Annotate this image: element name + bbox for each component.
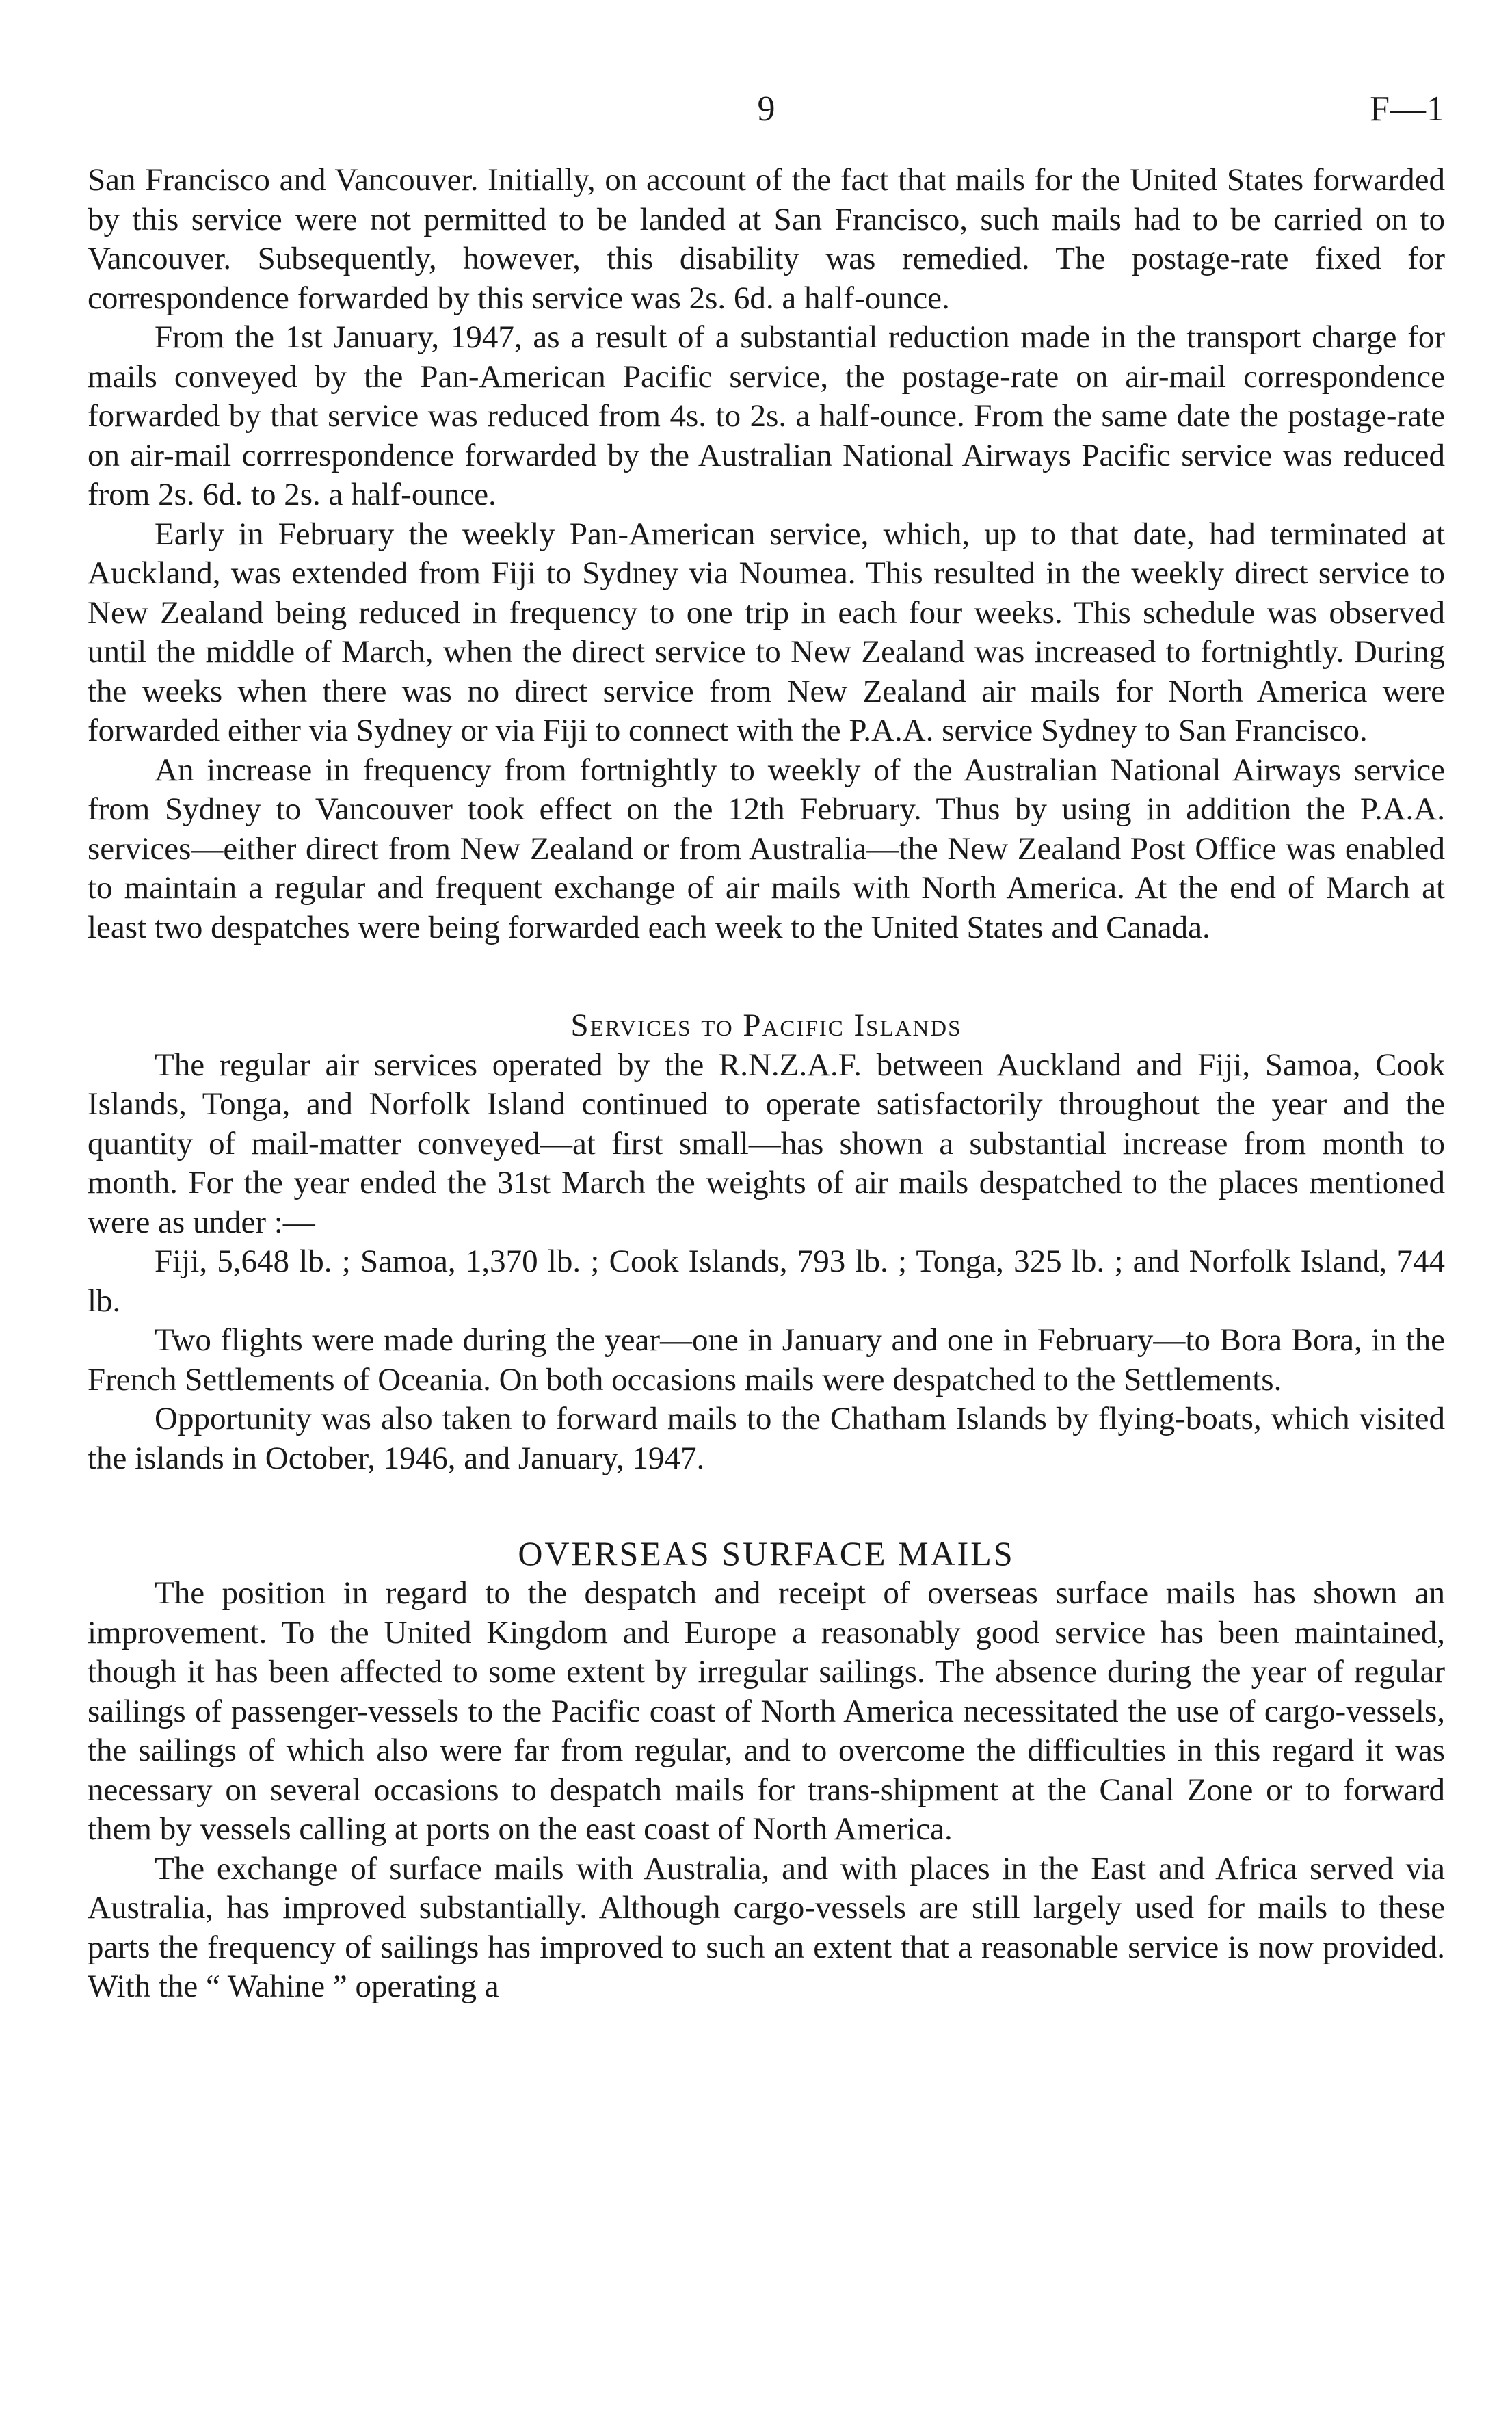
- page-body: [88, 161, 1445, 2007]
- paragraph-continued: San Francisco and Vancouver. Initially, on account of the fact that mails for the United States forwarded by this service were not permitted to be landed at San Francisco, such mails had to be carried on to Vancouver. Subsequently, however, this disability was remedied. The postage-rate fixed for correspondence forwarded by this service was 2s. 6d. a half-ounce.: [88, 162, 1445, 316]
- document-reference: F—1: [1370, 90, 1445, 129]
- paragraph-pan-american-extension: Early in February the weekly Pan-American service, which, up to that date, had terminated at Auckland, was extended from Fiji to Sydney via Noumea. This resulted in the weekly direct service to New Zealand being reduced in frequency to one trip in each four weeks. This schedule was observed until the middle of March, when the direct service to New Zealand was increased to fortnightly. During the weeks when there was no direct service from New Zealand air mails for North America were forwarded either via Sydney or via Fiji to connect with the P.A.A. service Sydney to San Francisco.: [88, 516, 1445, 748]
- paragraph-postage-rate-reduction: From the 1st January, 1947, as a result of a substantial reduction made in the transport charge for mails conveyed by the Pan-American Pacific service, the postage-rate on air-mail correspondence forwarded by that service was reduced from 4s. to 2s. a half-ounce. From the same date the postage-rate on air-mail corrrespondence forwarded by the Australian National Airways Pacific service was reduced from 2s. 6d. to 2s. a half-ounce.: [88, 319, 1445, 512]
- paragraph-rnzaf-services: The regular air services operated by the R.N.Z.A.F. between Auckland and Fiji, Samoa, Cook Islands, Tonga, and Norfolk Island continued to operate satisfactorily throughout the year and the quantity of mail-matter conveyed—at first small—has shown a substantial increase from month to month. For the year ended the 31st March the weights of air mails despatched to the places mentioned were as under :—: [88, 1047, 1445, 1240]
- page-number: 9: [757, 90, 775, 129]
- paragraph-chatham-islands: Opportunity was also taken to forward mails to the Chatham Islands by flying-boats, which visited the islands in October, 1946, and January, 1947.: [88, 1401, 1445, 1476]
- paragraph-australia-exchange: The exchange of surface mails with Australia, and with places in the East and Africa served via Australia, has improved substantially. Although cargo-vessels are still largely used for mails to these parts the frequency of sailings has improved to such an extent that a reasonable service is now provided. With the “ Wahine ” operating a: [88, 1850, 1445, 2004]
- page-header: [88, 82, 1445, 137]
- heading-overseas-surface-mails: OVERSEAS SURFACE MAILS: [518, 1534, 1015, 1573]
- paragraph-weekly-frequency: An increase in frequency from fortnightly to weekly of the Australian National Airways service from Sydney to Vancouver took effect on the 12th February. Thus by using in addition the P.A.A. services—either direct from New Zealand or from Australia—the New Zealand Post Office was enabled to maintain a regular and frequent exchange of air mails with North America. At the end of March at least two despatches were being forwarded each week to the United States and Canada.: [88, 752, 1445, 945]
- heading-services-to-pacific-islands: Services to Pacific Islands: [570, 1008, 962, 1043]
- paragraph-bora-bora-flights: Two flights were made during the year—one in January and one in February—to Bora Bora, in the French Settlements of Oceania. On both occasions mails were despatched to the Settlements.: [88, 1322, 1445, 1397]
- paragraph-mail-weights: Fiji, 5,648 lb. ; Samoa, 1,370 lb. ; Cook Islands, 793 lb. ; Tonga, 325 lb. ; and Norfolk Island, 744 lb.: [88, 1244, 1445, 1319]
- paragraph-surface-mails-position: The position in regard to the despatch and receipt of overseas surface mails has shown an improvement. To the United Kingdom and Europe a reasonably good service has been maintained, though it has been affected to some extent by irregular sailings. The absence during the year of regular sailings of passenger-vessels to the Pacific coast of North America necessitated the use of cargo-vessels, the sailings of which also were far from regular, and to overcome the difficulties in this regard it was necessary on several occasions to despatch mails for trans-shipment at the Canal Zone or to forward them by vessels calling at ports on the east coast of North America.: [88, 1575, 1445, 1847]
